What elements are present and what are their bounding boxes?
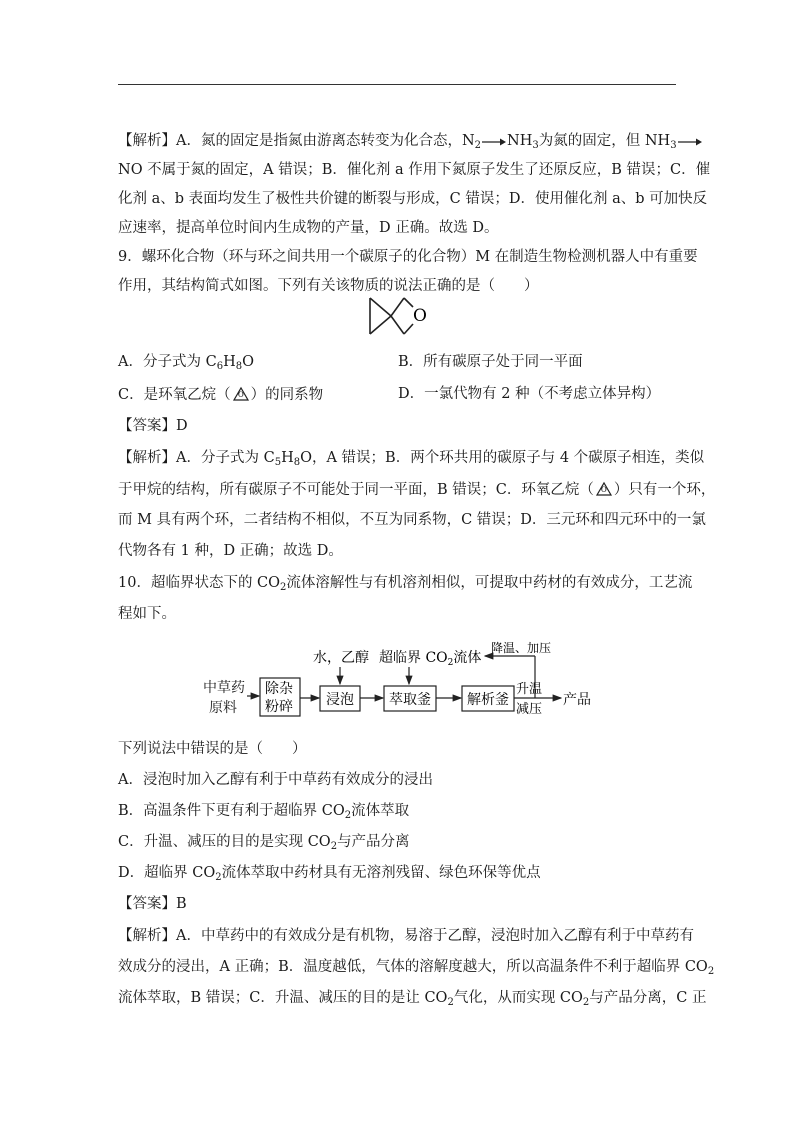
q10-explanation-line-1: 【解析】A．中草药中的有效成分是有机物，易溶于乙醇，浸泡时加入乙醇有利于中草药有 [118, 928, 694, 944]
q9-stem-line-1: 9．螺环化合物（环与环之间共用一个碳原子的化合物）M 在制造生物检测机器人中有重要 [118, 249, 698, 265]
q10-option-c: C．升温、减压的目的是实现 $CO_2$与产品分离 [118, 834, 410, 852]
q10-ask: 下列说法中错误的是（ ） [118, 741, 307, 757]
flow-cond-heat-label: 升温 [516, 682, 543, 697]
q10-explanation-line-2: 效成分的浸出，A 正确；B．温度越低，气体的溶解度越大，所以高温条件不利于超临界 $CO_2$ [118, 959, 715, 977]
analysis-line-4: 应速率，提高单位时间内生成物的产量，D 正确。故选 D。 [118, 220, 499, 236]
q9-stem-line-2: 作用，其结构简式如图。下列有关该物质的说法正确的是（ ） [118, 278, 539, 294]
flow-box-desorb-label: 解析釜 [467, 692, 509, 708]
q10-stem-line-1: 10．超临界状态下的 $CO_2$流体溶解性与有机溶剂相似，可提取中药材的有效成分，工艺流 [118, 575, 693, 593]
q9-explanation-line-3: 而 M 具有两个环，二者结构不相似，不互为同系物，C 错误；D．三元环和四元环中的一氯 [118, 512, 706, 528]
header-rule [118, 84, 676, 85]
epoxide-ring-icon [231, 384, 251, 402]
svg-text:O: O [600, 486, 607, 494]
q10-explanation-line-3: 流体萃取，B 错误；C．升温、减压的目的是让 $CO_2$气化，从而实现 $CO_2$与产品分离，C 正 [118, 990, 707, 1008]
flow-product-label: 产品 [563, 692, 591, 708]
flow-recycle-label: 降温、加压 [491, 641, 552, 655]
analysis-line-2: NO 不属于氮的固定，A 错误；B．催化剂 a 作用下氮原子发生了还原反应，B 错误；C．催 [118, 162, 711, 178]
q9-option-d: D．一氯代物有 2 种（不考虑立体异构） [398, 386, 661, 402]
q9-option-c: C．是环氧乙烷（ O ）的同系物 [118, 384, 323, 405]
q9-answer: 【答案】D [118, 418, 188, 434]
reaction-arrow-icon [481, 136, 507, 148]
analysis-line-3: 化剂 a、b 表面均发生了极性共价键的断裂与形成，C 错误；D．使用催化剂 a、b 可加快反 [118, 191, 708, 207]
q10-answer: 【答案】B [118, 896, 187, 912]
q10-option-a: A．浸泡时加入乙醇有利于中草药有效成分的浸出 [118, 772, 433, 788]
q9-option-a: A．分子式为 $C_6H_8O$ [118, 354, 254, 372]
q10-stem-line-2: 程如下。 [118, 606, 176, 622]
q9-explanation-line-1: 【解析】A．分子式为 $C_5H_8O$，A 错误；B．两个环共用的碳原子与 4 个碳原子相连，类似 [118, 450, 705, 468]
q10-option-d: D．超临界 $CO_2$流体萃取中药材具有无溶剂残留、绿色环保等优点 [118, 865, 541, 883]
q9-explanation-line-4: 代物各有 1 种，D 正确；故选 D。 [118, 543, 343, 559]
flow-raw-label-2: 原料 [209, 700, 237, 716]
flow-cond-depress-label: 减压 [516, 702, 543, 717]
epoxide-ring-icon [594, 479, 614, 497]
flow-input-co2-label: 超临界 $CO_2$流体 [379, 650, 482, 668]
reaction-arrow-icon [677, 136, 703, 148]
flow-box-crush-label-2: 粉碎 [265, 699, 293, 715]
flow-input-water-label: 水，乙醇 [313, 650, 369, 666]
analysis-line-1: 【解析】A．氮的固定是指氮由游离态转变为化合态，$N_2$ $NH_3$为氮的固定，但 $NH_3$ [118, 131, 703, 151]
flow-raw-label-1: 中草药 [203, 680, 245, 696]
q10-option-b: B．高温条件下更有利于超临界 $CO_2$流体萃取 [118, 803, 410, 821]
flow-box-soak-label: 浸泡 [326, 692, 354, 708]
flow-box-crush-label-1: 除杂 [265, 681, 293, 697]
process-flow-diagram [195, 638, 605, 722]
spiro-structure-diagram [360, 290, 440, 340]
svg-text:O: O [237, 391, 244, 399]
q9-option-b: B．所有碳原子处于同一平面 [398, 354, 583, 370]
q9-explanation-line-2: 于甲烷的结构，所有碳原子不可能处于同一平面，B 错误；C．环氧乙烷（ O ）只有一个环， [118, 479, 715, 500]
flow-box-extract-label: 萃取釜 [389, 692, 431, 708]
structure-oxygen-label: O [413, 306, 427, 326]
